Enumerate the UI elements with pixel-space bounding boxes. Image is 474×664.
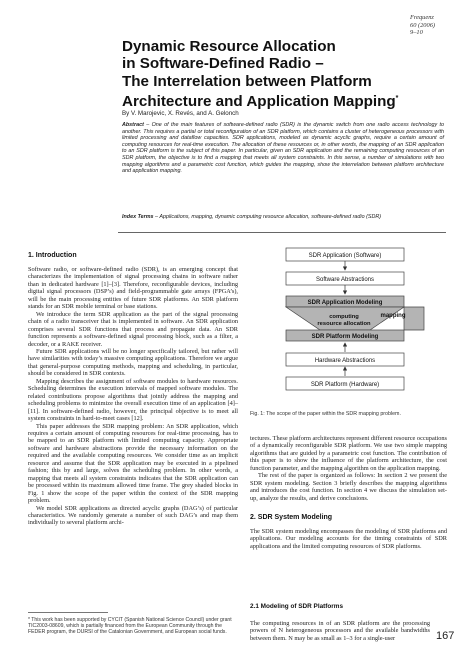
label-computing: computing (329, 314, 359, 320)
title-line-1: Dynamic Resource Allocation (122, 38, 336, 55)
title-line-2: in Software-Defined Radio – (122, 55, 324, 73)
paragraph: The rest of the paper is organized as follows: In section 2 we present the SDR system modeling. Section 3 briefly describes the mapping algorithms and introduces the cost function. In section 4 we discuss the simulation set-up, analyze the results, and derive conclusions. (250, 472, 447, 502)
paragraph: tectures. These platform architectures represent different resource occupations of a dynamically reconfigurable SDR platform. We use two simple mapping algorithms that are guided by a parametric cost function. The contribution of this paper is to show the influence of the platform architecture, the cost function parameter, and the mapping algorithm on the application mapping. (250, 435, 447, 472)
paragraph: This paper addresses the SDR mapping problem: An SDR application, which requires a certain amount of computing resources for real-time processing, has to be mapped to an SDR platform with limited computing capacity. Appropriate software and hardware abstractions provide the necessary information on the required and the available computing resources. We consider time as an implicit resource and assume that the SDR application may be executed in a pipelined fashion; this by and large, solves the scheduling problem. In other words, a mapping that meets all system constraints indicates that the SDR application can be processed within its maximum allowed time frame. The grey shaded blocks in Fig. 1 show the scope of the paper within the context of the SDR mapping problem. (28, 422, 238, 505)
paragraph: We introduce the term SDR application as the part of the signal processing chain of a radio transceiver that is implemented in software. An SDR application comprises several SDR functions that process and propagate data. An SDR function represents a software-defined signal processing block, such as a filter, a decoder, or a RAKE receiver. (28, 310, 238, 348)
paragraph: Software radio, or software-defined radio (SDR), is an emerging concept that characterizes the implementation of signal processing chains in software rather than in dedicated hardware [1]–[3]. Therefore, reconfigurable devices, including digital signal processors (DSP’s) and field-programmable gate arrays (FPGA’s), will be the main processing entities of future SDR platforms. An SDR platform stands for an SDR mobile terminal or base stations. (28, 266, 238, 311)
index-terms-text: – Applications, mapping, dynamic computing resource allocation, software-defined radio (SDR) (153, 214, 382, 220)
section-2-1-heading: 2.1 Modeling of SDR Platforms (250, 603, 344, 610)
journal-reference (410, 14, 470, 37)
label-mapping: mapping (380, 313, 406, 319)
paragraph: We model SDR applications as directed acyclic graphs (DAG’s) of particular characteristics. We randomly generate a number of such DAG’s and map them individually to several platform archi- (28, 504, 238, 527)
paragraph: Future SDR applications will be no longer specifically tailored, but rather will have similarities with today’s massive computing applications. Therefore we argue that general-purpose computing methods, mapping and scheduling, in particular, should be considered in SDR contexts. (28, 347, 238, 378)
label-software-abstractions: Software Abstractions (315, 277, 375, 283)
journal-name: Frequenz (410, 14, 434, 21)
column-2-body (250, 435, 447, 502)
abstract (122, 122, 444, 175)
label-sdr-application: SDR Application (Software) (308, 253, 382, 259)
footnote-mark: * (395, 95, 399, 103)
paragraph: The SDR system modeling encompasses the modeling of SDR platforms and applications. Our modeling accounts for the timing constraints of SDR applications and the limited computing resources of SDR platforms. (250, 528, 447, 550)
paper-title (122, 38, 412, 111)
section-2-heading: 2. SDR System Modeling (250, 514, 333, 521)
section-2-body (250, 528, 447, 550)
figure-1-caption: Fig. 1: The scope of the paper within the SDR mapping problem. (250, 411, 401, 417)
column-1-body (28, 266, 238, 527)
journal-issue: 9–10 (410, 29, 423, 37)
paragraph: Mapping describes the assignment of software modules to hardware resources. Scheduling determines the execution intervals of mapped software modules. The related contributions propose algorithms that jointly address the mapping and scheduling problems to minimize the overall execution time of an application [4]–[11]. In software-defined radio, however, the principal objective is to meet all system constraints in hard-to-meet cases [12]. (28, 377, 238, 423)
figure-1-diagram (250, 242, 450, 408)
label-hardware-abstractions: Hardware Abstractions (314, 358, 376, 364)
box-mapping (404, 307, 424, 330)
index-terms (122, 214, 444, 221)
title-line-4: Architecture and Application Mapping* (122, 93, 399, 111)
paragraph: The computing resources in of an SDR platform are the processing powers of N heterogeneous processors and the available bandwidths between them. N may be as small as 1–3 for a single-user (250, 620, 430, 642)
label-sdr-platform: SDR Platform (Hardware) (310, 382, 380, 388)
abstract-label: Abstract (122, 122, 144, 128)
index-terms-label: Index Terms (122, 214, 154, 220)
authors: By V. Marojevic, X. Revés, and A. Gelonch (122, 110, 239, 117)
title-line-3: The Interrelation between Platform (122, 72, 372, 90)
abstract-text: – One of the main features of software-defined radio (SDR) is the dynamic switch from one radio access technology to another. This requires a partial or total reconfiguration of an SDR platform, which contains a cluster of heterogeneous processors with limited processing and dataflow capacities. SDR applications, modeled as dynamic acyclic graphs, require a certain amount of computing resources for real-time execution. The allocation of these resources or, in other words, the mapping of an SDR application to an SDR platform is the subject of this paper. In particular, given an SDR application and the remaining computing resources of an SDR platform, the objective is to find a mapping that meets all system constraints. In this sense, a number of simulations with two mapping algorithms and a parametric cost function, which guides the mapping, show the interrelation between platform architecture and application mapping. (122, 122, 444, 175)
label-sdr-platform-modeling: SDR Platform Modeling (311, 334, 379, 340)
footnote-rule (28, 612, 108, 613)
footnote: * This work has been supported by CYCIT (Spanish National Science Council) under grant TIC2003-08609, which is partially financed from the European Community through the FEDER program, the DURSI of the Catalonian Government, and European social funds. (28, 617, 232, 636)
page-number: 167 (436, 630, 455, 642)
section-2-1-body (250, 620, 430, 642)
section-1-heading: 1. Introduction (28, 252, 77, 259)
header-divider (118, 232, 446, 233)
journal-volume: 60 (2006) (410, 21, 436, 29)
label-resource-allocation: resource allocation (317, 321, 371, 327)
label-sdr-application-modeling: SDR Application Modeling (307, 300, 383, 306)
